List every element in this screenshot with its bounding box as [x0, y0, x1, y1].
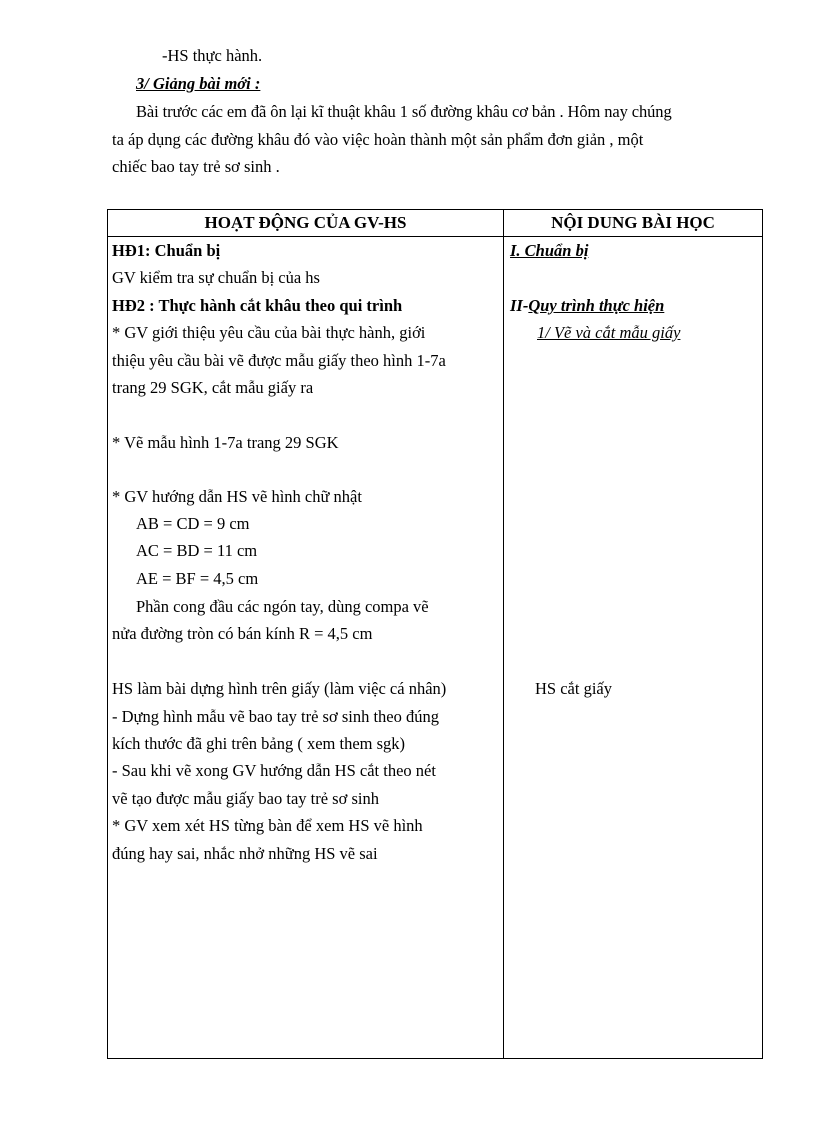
left-line: * GV giới thiệu yêu cầu của bài thực hành, giới: [112, 323, 426, 342]
right-step-1: [537, 323, 680, 343]
right-procedure-heading: [510, 296, 664, 316]
header-content: NỘI DUNG BÀI HỌC: [551, 213, 715, 232]
left-measure-ae: AE = BF = 4,5 cm: [136, 569, 259, 588]
left-line: - Dựng hình mẫu vẽ bao tay trẻ sơ sinh theo đúng: [112, 707, 439, 726]
header-activities: HOẠT ĐỘNG CỦA GV-HS: [204, 213, 407, 232]
right-step-1-text: 1/ Vẽ và cắt mẫu giấy: [537, 323, 681, 342]
section-heading: 3/ Giảng bài mới :: [136, 74, 261, 93]
right-procedure-title: Quy trình thực hiện: [528, 296, 665, 315]
left-hd2-title: HĐ2 : Thực hành cắt khâu theo qui trình: [112, 296, 403, 315]
left-hd1-title: HĐ1: Chuẩn bị: [112, 241, 221, 260]
left-line: nửa đường tròn có bán kính R = 4,5 cm: [112, 624, 373, 643]
right-student-cut: HS cắt giấy: [535, 679, 612, 698]
left-line: HS làm bài dựng hình trên giấy (làm việc cá nhân): [112, 679, 447, 698]
left-line: Phần cong đầu các ngón tay, dùng compa vẽ: [136, 597, 429, 616]
left-line: vẽ tạo được mẫu giấy bao tay trẻ sơ sinh: [112, 789, 379, 808]
left-line: * Vẽ mẫu hình 1-7a trang 29 SGK: [112, 433, 339, 452]
left-line: * GV hướng dẫn HS vẽ hình chữ nhật: [112, 487, 362, 506]
left-measure-ac: AC = BD = 11 cm: [136, 541, 258, 560]
intro-paragraph-line-2: ta áp dụng các đường khâu đó vào việc hoàn thành một sản phẩm đơn giản , một: [112, 130, 644, 149]
left-line: trang 29 SGK, cắt mẫu giấy ra: [112, 378, 314, 397]
left-line: đúng hay sai, nhắc nhở những HS vẽ sai: [112, 844, 378, 863]
left-measure-ab: AB = CD = 9 cm: [136, 514, 250, 533]
right-preparation-heading: I. Chuẩn bị: [510, 241, 589, 260]
intro-paragraph-line-3: chiếc bao tay trẻ sơ sinh .: [112, 157, 280, 176]
intro-line-practice: -HS thực hành.: [162, 46, 263, 65]
table-header-divider: [107, 236, 763, 237]
left-line: GV kiểm tra sự chuẩn bị của hs: [112, 268, 320, 287]
left-line: - Sau khi vẽ xong GV hướng dẫn HS cắt theo nét: [112, 761, 436, 780]
right-procedure-prefix: II-: [510, 296, 529, 315]
left-line: * GV xem xét HS từng bàn để xem HS vẽ hình: [112, 816, 423, 835]
left-line: kích thước đã ghi trên bảng ( xem them sgk): [112, 734, 406, 753]
left-line: thiệu yêu cầu bài vẽ được mẫu giấy theo hình 1-7a: [112, 351, 446, 370]
intro-paragraph-line-1: Bài trước các em đã ôn lại kĩ thuật khâu 1 số đường khâu cơ bản . Hôm nay chúng: [136, 102, 672, 121]
table-column-divider: [503, 209, 504, 1059]
